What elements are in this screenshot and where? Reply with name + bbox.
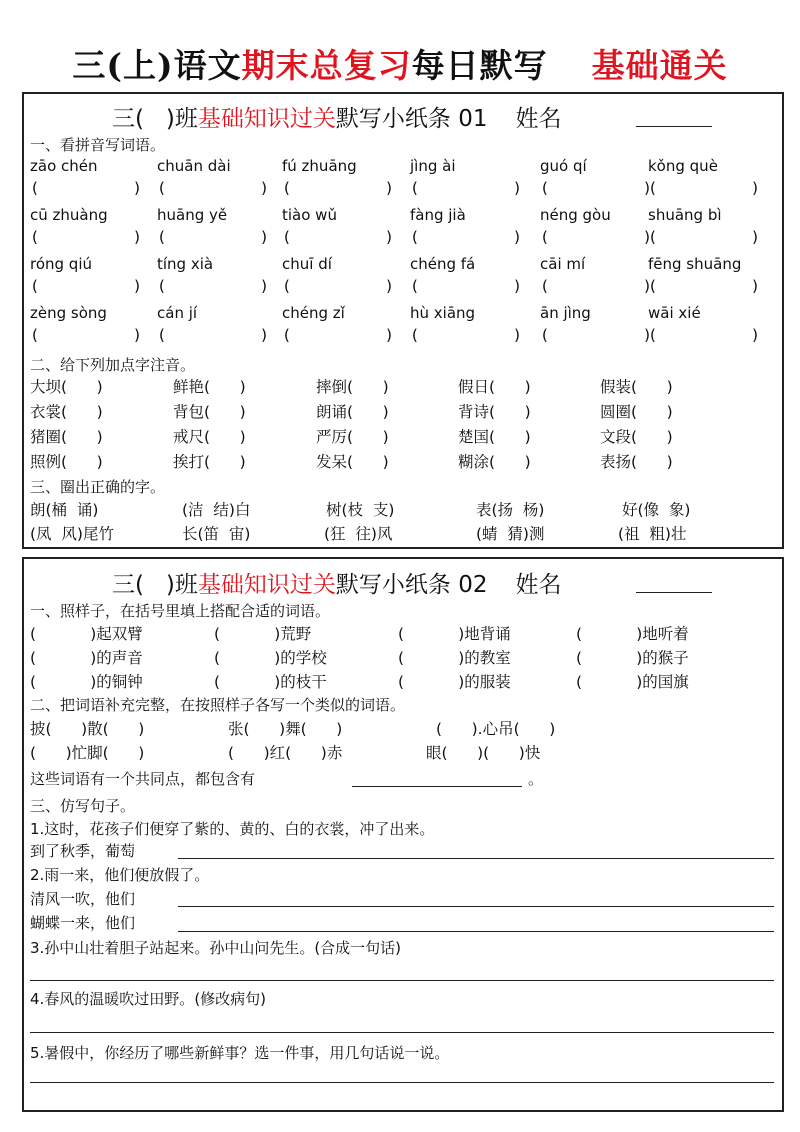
title-part1: 三(上)语文	[72, 46, 242, 85]
choice-item[interactable]: 树(枝 支)	[326, 501, 395, 519]
sentence-3: 3.孙中山壮着胆子站起来。孙中山问先生。(合成一句话)	[30, 939, 402, 957]
phonetic-item[interactable]: 戒尺( )	[173, 428, 246, 446]
sheet2-title	[112, 566, 561, 599]
phonetic-item[interactable]: 背诗( )	[458, 403, 531, 421]
sentence-5: 5.暑假中，你经历了哪些新鲜事？选一件事，用几句话说一说。	[30, 1044, 450, 1062]
phonetic-item[interactable]: 摔倒( )	[316, 378, 389, 396]
answer-parentheses[interactable]: ( )	[648, 326, 760, 344]
sheet2-section2: 二、把词语补充完整，在按照样子各写一个类似的词语。	[30, 696, 406, 714]
title-part4: 基础通关	[591, 46, 728, 85]
choice-item[interactable]: 表(扬 杨)	[476, 501, 545, 519]
pinyin-label: ān jìng	[540, 304, 591, 322]
pinyin-label: hù xiāng	[410, 304, 476, 322]
sentence-2-prompt-b: 蝴蝶一来，他们	[30, 914, 136, 932]
answer-parentheses[interactable]: ( )	[157, 228, 269, 246]
answer-parentheses[interactable]: ( )	[157, 277, 269, 295]
title-part2: 期末总复习	[241, 46, 412, 85]
phonetic-item[interactable]: 严厉( )	[316, 428, 389, 446]
answer-parentheses[interactable]: ( )	[410, 326, 522, 344]
answer-parentheses[interactable]: ( )	[30, 179, 142, 197]
choice-item[interactable]: (祖 粗)壮	[618, 525, 687, 543]
sheet1-section3: 三、圈出正确的字。	[30, 478, 166, 496]
phonetic-item[interactable]: 文段( )	[600, 428, 673, 446]
fill-item[interactable]: ( )的声音	[30, 649, 143, 667]
idiom-item[interactable]: 披( )散( )	[30, 720, 145, 738]
pinyin-label: kǒng què	[648, 157, 718, 175]
choice-item[interactable]: 长(笛 宙)	[182, 525, 251, 543]
answer-parentheses[interactable]: ( )	[540, 228, 652, 246]
answer-parentheses[interactable]: ( )	[157, 179, 269, 197]
phonetic-item[interactable]: 假日( )	[458, 378, 531, 396]
common-line-blank[interactable]	[352, 786, 522, 787]
sheet1-section2: 二、给下列加点字注音。	[30, 356, 196, 374]
fill-item[interactable]: ( )的铜钟	[30, 673, 143, 691]
phonetic-item[interactable]: 猪圈( )	[30, 428, 103, 446]
phonetic-item[interactable]: 挨打( )	[173, 453, 246, 471]
pinyin-label: shuāng bì	[648, 206, 722, 224]
answer-parentheses[interactable]: ( )	[540, 326, 652, 344]
answer-parentheses[interactable]: ( )	[410, 228, 522, 246]
pinyin-label: chéng zǐ	[282, 304, 345, 322]
fill-item[interactable]: ( )起双臂	[30, 625, 143, 643]
sheet1-name-label: 姓名	[515, 106, 562, 132]
choice-item[interactable]: (狂 往)风	[324, 525, 393, 543]
fill-item[interactable]: ( )的教室	[398, 649, 511, 667]
phonetic-item[interactable]: 楚国( )	[458, 428, 531, 446]
pinyin-label: chéng fá	[410, 255, 476, 273]
answer-parentheses[interactable]: ( )	[30, 326, 142, 344]
phonetic-item[interactable]: 照例( )	[30, 453, 103, 471]
sheet2-code: 默写小纸条 02	[335, 572, 488, 598]
sentence-2: 2.雨一来，他们便放假了。	[30, 866, 210, 884]
choice-item[interactable]: 好(像 象)	[622, 501, 691, 519]
sheet2-section3: 三、仿写句子。	[30, 797, 136, 815]
pinyin-label: zāo chén	[30, 157, 98, 175]
answer-parentheses[interactable]: ( )	[282, 228, 394, 246]
pinyin-label: jìng ài	[410, 157, 456, 175]
sentence-2b-line[interactable]	[178, 931, 774, 932]
sentence-3-line[interactable]	[30, 980, 774, 981]
answer-parentheses[interactable]: ( )	[282, 326, 394, 344]
sheet1-name-line[interactable]	[636, 126, 712, 127]
choice-item[interactable]: (蜻 猜)测	[476, 525, 545, 543]
sheet2-theme: 基础知识过关	[197, 572, 336, 598]
answer-parentheses[interactable]: ( )	[30, 277, 142, 295]
answer-parentheses[interactable]: ( )	[648, 277, 760, 295]
pinyin-label: huāng yě	[157, 206, 228, 224]
sheet1-title	[112, 100, 561, 133]
pinyin-label: cāi mí	[540, 255, 586, 273]
pinyin-label: néng gòu	[540, 206, 611, 224]
sheet2-name-line[interactable]	[636, 592, 712, 593]
pinyin-label: cán jí	[157, 304, 198, 322]
sentence-2a-line[interactable]	[178, 906, 774, 907]
sheet2-name-label: 姓名	[515, 572, 562, 598]
fill-item[interactable]: ( )的猴子	[576, 649, 689, 667]
sentence-2-prompt-a: 清风一吹，他们	[30, 890, 136, 908]
pinyin-label: fēng shuāng	[648, 255, 742, 273]
common-line-label: 这些词语有一个共同点，都包含有	[30, 770, 256, 788]
idiom-item[interactable]: 张( )舞( )	[228, 720, 343, 738]
fill-item[interactable]: ( )的学校	[214, 649, 327, 667]
common-line-end: 。	[528, 770, 544, 788]
choice-item[interactable]: (洁 结)白	[182, 501, 251, 519]
answer-parentheses[interactable]: ( )	[540, 277, 652, 295]
phonetic-item[interactable]: 朗诵( )	[316, 403, 389, 421]
title-part3: 每日默写	[411, 46, 548, 85]
idiom-item[interactable]: ( )红( )赤	[228, 744, 343, 762]
answer-parentheses[interactable]: ( )	[410, 179, 522, 197]
phonetic-item[interactable]: 衣裳( )	[30, 403, 103, 421]
pinyin-label: wāi xié	[648, 304, 701, 322]
answer-parentheses[interactable]: ( )	[282, 277, 394, 295]
choice-item[interactable]: 朗(桶 诵)	[30, 501, 99, 519]
phonetic-item[interactable]: 假装( )	[600, 378, 673, 396]
pinyin-label: cū zhuàng	[30, 206, 108, 224]
answer-parentheses[interactable]: ( )	[540, 179, 652, 197]
phonetic-item[interactable]: 糊涂( )	[458, 453, 531, 471]
answer-parentheses[interactable]: ( )	[30, 228, 142, 246]
fill-item[interactable]: ( )的国旗	[576, 673, 689, 691]
fill-item[interactable]: ( )的枝干	[214, 673, 327, 691]
sentence-4: 4.春风的温暖吹过田野。(修改病句)	[30, 990, 267, 1008]
pinyin-label: guó qí	[540, 157, 587, 175]
phonetic-item[interactable]: 发呆( )	[316, 453, 389, 471]
sentence-1: 1.这时，花孩子们便穿了紫的、黄的、白的衣裳，冲了出来。	[30, 820, 435, 838]
pinyin-label: chuī dí	[282, 255, 332, 273]
fill-item[interactable]: ( )荒野	[214, 625, 312, 643]
answer-parentheses[interactable]: ( )	[410, 277, 522, 295]
choice-item[interactable]: (凤 风)尾竹	[30, 525, 114, 543]
sentence-5-line[interactable]	[30, 1082, 774, 1083]
idiom-item[interactable]: ( ).心吊( )	[436, 720, 556, 738]
pinyin-label: fàng jià	[410, 206, 466, 224]
answer-parentheses[interactable]: ( )	[648, 179, 760, 197]
pinyin-label: zèng sòng	[30, 304, 107, 322]
sheet1-class: 三( )班	[112, 106, 198, 132]
sentence-1-prompt: 到了秋季，葡萄	[30, 842, 136, 860]
phonetic-item[interactable]: 圆圈( )	[600, 403, 673, 421]
fill-item[interactable]: ( )地听着	[576, 625, 689, 643]
fill-item[interactable]: ( )地背诵	[398, 625, 511, 643]
sheet1-section1: 一、看拼音写词语。	[30, 136, 166, 154]
answer-parentheses[interactable]: ( )	[648, 228, 760, 246]
sentence-1-line[interactable]	[178, 858, 774, 859]
page-title	[0, 40, 800, 87]
phonetic-item[interactable]: 表扬( )	[600, 453, 673, 471]
pinyin-label: chuān dài	[157, 157, 231, 175]
pinyin-label: tiào wǔ	[282, 206, 337, 224]
phonetic-item[interactable]: 大坝( )	[30, 378, 103, 396]
answer-parentheses[interactable]: ( )	[282, 179, 394, 197]
pinyin-label: tíng xià	[157, 255, 214, 273]
sheet2-section1: 一、照样子，在括号里填上搭配合适的词语。	[30, 602, 331, 620]
phonetic-item[interactable]: 背包( )	[173, 403, 246, 421]
idiom-item[interactable]: 眼( )( )快	[426, 744, 541, 762]
sentence-4-line[interactable]	[30, 1032, 774, 1033]
phonetic-item[interactable]: 鲜艳( )	[173, 378, 246, 396]
idiom-item[interactable]: ( )忙脚( )	[30, 744, 145, 762]
fill-item[interactable]: ( )的服装	[398, 673, 511, 691]
answer-parentheses[interactable]: ( )	[157, 326, 269, 344]
sheet1-theme: 基础知识过关	[197, 106, 336, 132]
sheet1-code: 默写小纸条 01	[335, 106, 488, 132]
pinyin-label: fú zhuāng	[282, 157, 357, 175]
pinyin-label: róng qiú	[30, 255, 93, 273]
sheet2-class: 三( )班	[112, 572, 198, 598]
